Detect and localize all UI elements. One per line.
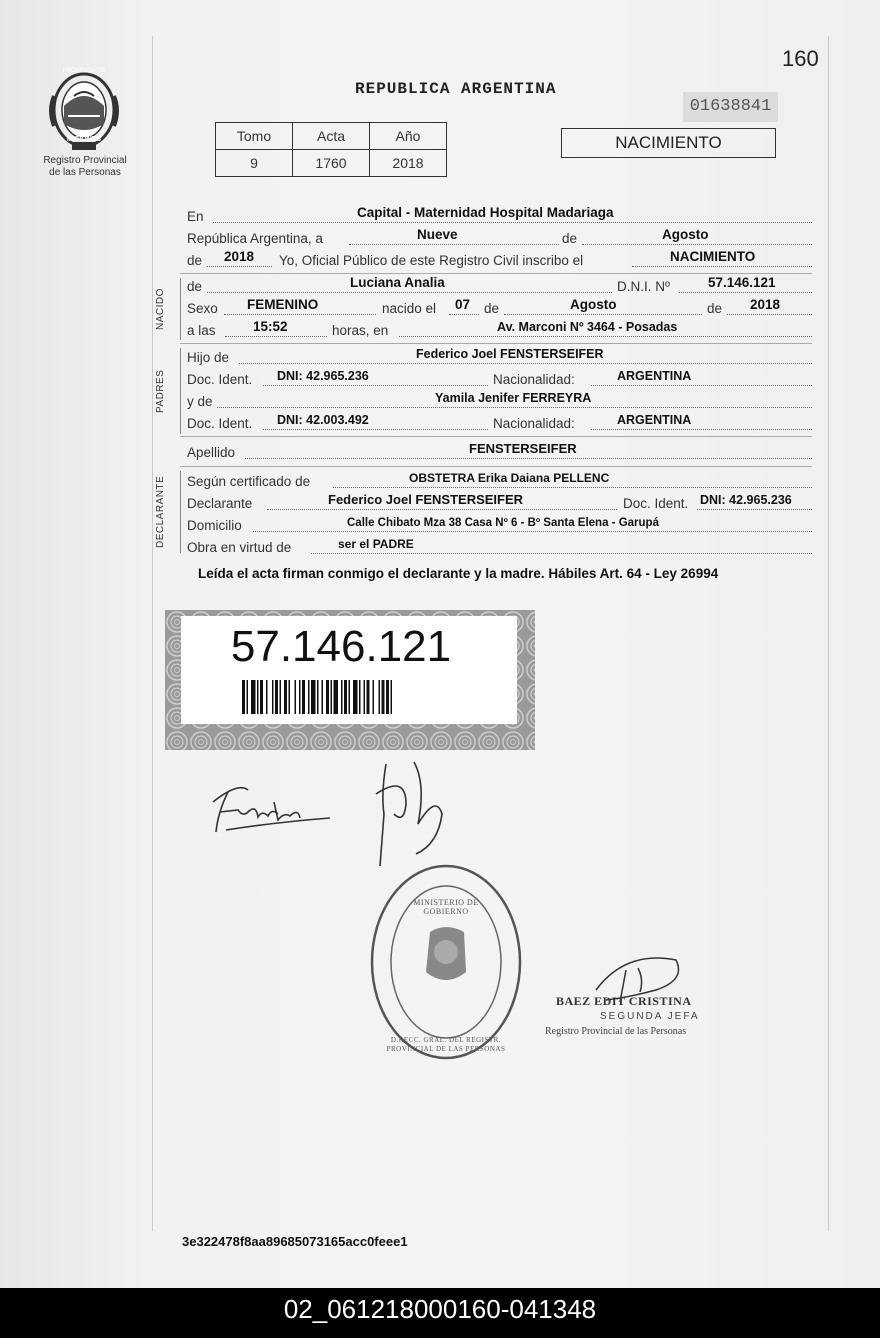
dotted-line <box>591 385 812 386</box>
record-table-header-row <box>216 123 447 150</box>
en-label: En <box>187 209 204 224</box>
row-sexo <box>187 298 812 318</box>
dni-label: D.N.I. Nº <box>617 279 670 294</box>
barcode-bar <box>373 680 375 714</box>
obra-value: ser el PADRE <box>338 537 414 551</box>
stamp-inner-text: MINISTERIO DE GOBIERNO <box>413 898 479 916</box>
father-doc-value: DNI: 42.965.236 <box>277 369 369 383</box>
dotted-line <box>213 222 812 223</box>
barcode-bar <box>302 680 305 714</box>
row-declarante <box>187 493 812 513</box>
yde-label: y de <box>187 394 213 409</box>
logo-caption-line-1: Registro Provincial <box>43 155 127 166</box>
dotted-line <box>263 385 488 386</box>
official-stamp <box>368 862 524 1062</box>
barcode <box>242 680 446 714</box>
sexo-label: Sexo <box>187 301 218 316</box>
alas-label: a las <box>187 323 216 338</box>
dotted-line <box>207 266 272 267</box>
mother-doc-label: Doc. Ident. <box>187 416 253 431</box>
mother-signature <box>366 754 456 874</box>
dotted-line <box>225 336 327 337</box>
barcode-bar <box>386 680 389 714</box>
dotted-line <box>263 429 488 430</box>
cert-value: OBSTETRA Erika Daiana PELLENC <box>409 471 610 485</box>
domicilio-value: Calle Chibato Mza 38 Casa Nº 6 - Bº Santa Elena - Garupá <box>347 517 659 529</box>
dotted-line <box>245 458 812 459</box>
record-table-header-acta: Acta <box>293 123 370 150</box>
barcode-bar <box>353 680 358 714</box>
logo-ring-text-top: PROVINCIA DE <box>62 68 106 74</box>
official-name: BAEZ EDIT CRISTINA <box>556 994 692 1008</box>
left-margin-line <box>152 36 153 1231</box>
dotted-line <box>632 266 812 267</box>
inscribo-value: NACIMIENTO <box>670 249 756 264</box>
right-margin-line <box>828 36 829 1231</box>
official-text: Yo, Oficial Público de este Registro Civil inscribo el <box>279 253 584 268</box>
dotted-line <box>727 314 812 315</box>
row-hora <box>187 320 812 340</box>
dotted-line <box>504 314 702 315</box>
dotted-line <box>349 244 559 245</box>
father-name-value: Federico Joel FENSTERSEIFER <box>416 347 604 361</box>
mother-nat-label: Nacionalidad: <box>493 416 575 431</box>
section-divider <box>180 343 812 344</box>
barcode-bar <box>382 680 385 714</box>
hijo-label: Hijo de <box>187 350 230 365</box>
barcode-bar <box>275 680 278 714</box>
row-y-de <box>187 391 812 411</box>
barcode-bar <box>308 680 310 714</box>
dotted-line <box>267 509 617 510</box>
dotted-line <box>582 244 812 245</box>
child-dni-value: 57.146.121 <box>708 275 776 290</box>
logo-caption-line-2: de las Personas <box>49 167 121 178</box>
barcode-bar <box>317 680 319 714</box>
logo-ring-text-bottom: MISIONES <box>66 136 102 143</box>
dotted-line <box>253 531 812 532</box>
barcode-bar <box>280 680 282 714</box>
record-table-value-acta: 1760 <box>293 150 370 177</box>
section-divider <box>180 273 812 274</box>
dotted-line <box>217 407 812 408</box>
barcode-bar <box>344 680 347 714</box>
dotted-line <box>399 336 812 337</box>
dotted-line <box>311 553 812 554</box>
row-obra <box>187 537 812 557</box>
declarante-section-label: DECLARANTE <box>155 475 166 549</box>
official-org: Registro Provincial de las Personas <box>545 1026 687 1037</box>
barcode-bar <box>311 680 316 714</box>
sticker-dni-number: 57.146.121 <box>230 622 452 671</box>
barcode-bar <box>251 680 256 714</box>
name-de-label: de <box>187 279 203 294</box>
domicilio-label: Domicilio <box>187 518 242 533</box>
dotted-line <box>207 292 612 293</box>
birth-month-value: Agosto <box>570 297 617 312</box>
dotted-line <box>239 363 812 364</box>
row-hijo-de <box>187 347 812 367</box>
father-nat-label: Nacionalidad: <box>493 372 575 387</box>
dotted-line <box>679 292 812 293</box>
barcode-bar <box>391 680 393 714</box>
record-type-box: NACIMIENTO <box>561 128 776 158</box>
barcode-bar <box>260 680 263 714</box>
birth-day-value: 07 <box>455 297 471 312</box>
dotted-line <box>591 429 812 430</box>
page-number: 160 <box>782 46 819 71</box>
barcode-bar <box>272 680 274 714</box>
day-value: Nueve <box>417 227 458 242</box>
month-value: Agosto <box>662 227 709 242</box>
section-divider <box>180 436 812 437</box>
sexo-value: FEMENINO <box>247 297 319 312</box>
stamp-ring-text: D.RECC. GRAL. DEL REGISTR. PROVINCIAL DE LAS PERSONAS <box>386 1036 506 1053</box>
birth-year-value: 2018 <box>750 297 781 312</box>
row-nacido-name <box>187 276 812 296</box>
dotted-line <box>697 509 812 510</box>
barcode-bar <box>242 680 245 714</box>
dotted-line <box>224 314 376 315</box>
barcode-bar <box>367 680 370 714</box>
mother-nat-value: ARGENTINA <box>617 413 692 427</box>
birth-place-value: Av. Marconi Nº 3464 - Posadas <box>497 320 678 334</box>
child-name-value: Luciana Analia <box>350 275 445 290</box>
record-table <box>215 122 447 177</box>
obra-label: Obra en virtud de <box>187 540 292 555</box>
barcode-bar <box>322 680 324 714</box>
nacido-el-label: nacido el <box>382 301 437 316</box>
birth-de-label: de <box>484 301 500 316</box>
en-value: Capital - Maternidad Hospital Madariaga <box>357 205 614 220</box>
row-father-doc <box>187 369 812 389</box>
row-republica <box>187 228 812 248</box>
dotted-line <box>333 487 812 488</box>
row-domicilio <box>187 515 812 535</box>
decl-label: Declarante <box>187 496 253 511</box>
year-value: 2018 <box>224 249 255 264</box>
record-table-value-row <box>216 150 447 177</box>
apellido-value: FENSTERSEIFER <box>469 441 577 456</box>
row-year <box>187 250 812 270</box>
father-nat-value: ARGENTINA <box>617 369 692 383</box>
decl-value: Federico Joel FENSTERSEIFER <box>328 492 524 507</box>
barcode-bar <box>295 680 297 714</box>
closing-statement: Leída el acta firman conmigo el declarante y la madre. Hábiles Art. 64 - Ley 26994 <box>198 566 719 581</box>
republica-label: República Argentina, a <box>187 231 323 246</box>
barcode-bar <box>349 680 351 714</box>
decl-doc-value: DNI: 42.965.236 <box>700 493 792 507</box>
padres-section-label: PADRES <box>155 369 166 413</box>
dotted-line <box>449 314 479 315</box>
barcode-bar <box>266 680 268 714</box>
record-table-value-tomo: 9 <box>216 150 293 177</box>
section-divider <box>180 466 812 467</box>
de-label: de <box>562 231 578 246</box>
year-de-label: de <box>187 253 203 268</box>
barcode-bar <box>341 680 343 714</box>
horas-label: horas, en <box>332 323 389 338</box>
barcode-bar <box>379 680 381 714</box>
barcode-bar <box>364 680 366 714</box>
row-mother-doc <box>187 413 812 433</box>
barcode-bar <box>257 680 259 714</box>
nacido-section-label: NACIDO <box>155 288 166 330</box>
birth-de-label-2: de <box>707 301 723 316</box>
barcode-bar <box>331 680 333 714</box>
barcode-bar <box>299 680 301 714</box>
barcode-bar <box>359 680 361 714</box>
file-name-caption: 02_061218000160-041348 <box>0 1288 880 1338</box>
barcode-bar <box>334 680 339 714</box>
barcode-bar <box>326 680 329 714</box>
logo-caption <box>30 155 140 179</box>
declarant-signature <box>208 772 338 842</box>
row-apellido <box>187 442 812 462</box>
document-title: REPUBLICA ARGENTINA <box>355 80 557 98</box>
apellido-label: Apellido <box>187 445 236 460</box>
barcode-bar <box>289 680 291 714</box>
father-doc-label: Doc. Ident. <box>187 372 253 387</box>
barcode-bar <box>247 680 249 714</box>
cert-label: Según certificado de <box>187 474 311 489</box>
record-table-header-tomo: Tomo <box>216 123 293 150</box>
mother-doc-value: DNI: 42.003.492 <box>277 413 369 427</box>
decl-doc-label: Doc. Ident. <box>623 496 689 511</box>
official-role: SEGUNDA JEFA <box>600 1011 700 1022</box>
mother-name-value: Yamila Jenifer FERREYRA <box>435 391 592 405</box>
record-table-value-ano: 2018 <box>370 150 447 177</box>
record-table-header-ano: Año <box>370 123 447 150</box>
serial-number-stamp: 01638841 <box>683 92 778 122</box>
row-en <box>187 206 812 226</box>
document-hash: 3e322478f8aa89685073165acc0feee1 <box>182 1234 408 1249</box>
barcode-bar <box>284 680 287 714</box>
row-certificado <box>187 471 812 491</box>
time-value: 15:52 <box>253 319 288 334</box>
